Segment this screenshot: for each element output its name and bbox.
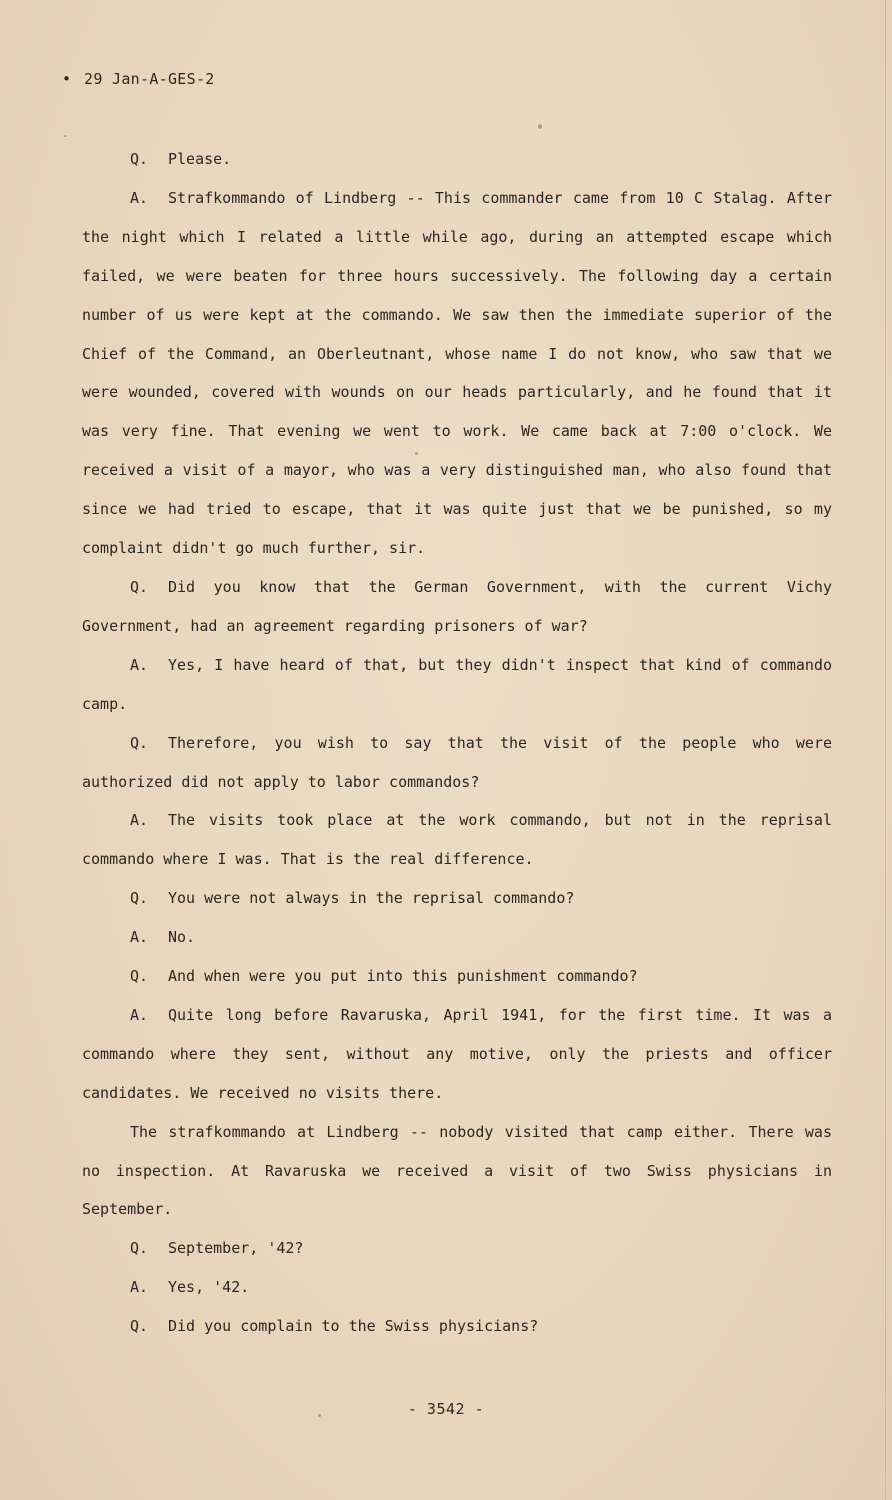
transcript-paragraph [82, 179, 832, 568]
speaker-label: Q. [130, 577, 149, 596]
paragraph-text: September, '42? [168, 1239, 304, 1258]
speaker-label: Q. [130, 150, 149, 168]
bullet-mark-icon: • [62, 70, 72, 88]
paragraph-text: The visits took place at the work commando, but not in the reprisal commando where I was. That is the real difference. [82, 811, 832, 869]
transcript-paragraph [82, 140, 832, 179]
paragraph-text: Did you complain to the Swiss physicians? [168, 1317, 539, 1336]
speaker-label: A. [130, 655, 149, 674]
paragraph-text: No. [168, 928, 196, 947]
page-reference: 29 Jan-A-GES-2 [84, 70, 215, 88]
ink-speck [415, 452, 418, 455]
paragraph-text: Therefore, you wish to say that the visit of the people who were authorized did not apply to labor commandos? [82, 733, 832, 791]
paragraph-text: Yes, I have heard of that, but they didn't inspect that kind of commando camp. [82, 655, 832, 713]
speaker-label: A. [130, 928, 149, 947]
transcript-paragraph [82, 1268, 832, 1307]
transcript-paragraph [82, 1113, 832, 1230]
speaker-label: A. [130, 1005, 149, 1024]
speaker-label: A. [130, 811, 149, 830]
ink-speck [64, 135, 67, 137]
paragraph-text: And when were you put into this punishment commando? [168, 967, 638, 986]
transcript-body [82, 140, 832, 1346]
ink-speck [318, 1414, 321, 1417]
paragraph-text: Did you know that the German Government, with the current Vichy Government, had an agreement regarding prisoners of war? [82, 577, 832, 635]
paragraph-text: You were not always in the reprisal commando? [168, 889, 575, 908]
speaker-label: A. [130, 1278, 149, 1297]
speaker-label: Q. [130, 1317, 149, 1336]
speaker-label: Q. [130, 889, 149, 908]
transcript-paragraph [82, 801, 832, 879]
transcript-paragraph [82, 918, 832, 957]
speaker-label: A. [130, 188, 149, 207]
paragraph-text: The strafkommando at Lindberg -- nobody visited that camp either. There was no inspection. At Ravaruska we received a visit of two Swiss physicians in September. [82, 1122, 832, 1219]
paragraph-text: Please. [168, 150, 232, 168]
transcript-paragraph [82, 957, 832, 996]
transcript-paragraph [82, 1229, 832, 1268]
page-number: - 3542 - [407, 1400, 485, 1418]
page-header [62, 70, 215, 88]
page-edge-line [885, 0, 886, 1500]
transcript-paragraph [82, 568, 832, 646]
ink-speck [538, 124, 542, 129]
paragraph-text: Quite long before Ravaruska, April 1941, for the first time. It was a commando where they sent, without any motive, only the priests and officer candidates. We received no visits there. [82, 1005, 832, 1102]
transcript-paragraph [82, 724, 832, 802]
speaker-label: Q. [130, 1239, 149, 1258]
transcript-paragraph [82, 646, 832, 724]
transcript-paragraph [82, 1307, 832, 1346]
transcript-paragraph [82, 996, 832, 1113]
speaker-label: Q. [130, 733, 149, 752]
speaker-label: Q. [130, 967, 149, 986]
transcript-paragraph [82, 879, 832, 918]
paragraph-text: Strafkommando of Lindberg -- This commander came from 10 C Stalag. After the night which I related a little while ago, during an attempted escape which failed, we were beaten for three hours successively. The following day a certain number of us were kept at the commando. We saw then the immediate superior of the Chief of the Command, an Oberleutnant, whose name I do not know, who saw that we were wounded, covered with wounds on our heads particularly, and he found that it was very fine. That evening we went to work. We came back at 7:00 o'clock. We received a visit of a mayor, who was a very distinguished man, who also found that since we had tried to escape, that it was quite just that we be punished, so my complaint didn't go much further, sir. [82, 188, 832, 558]
paragraph-text: Yes, '42. [168, 1278, 250, 1297]
